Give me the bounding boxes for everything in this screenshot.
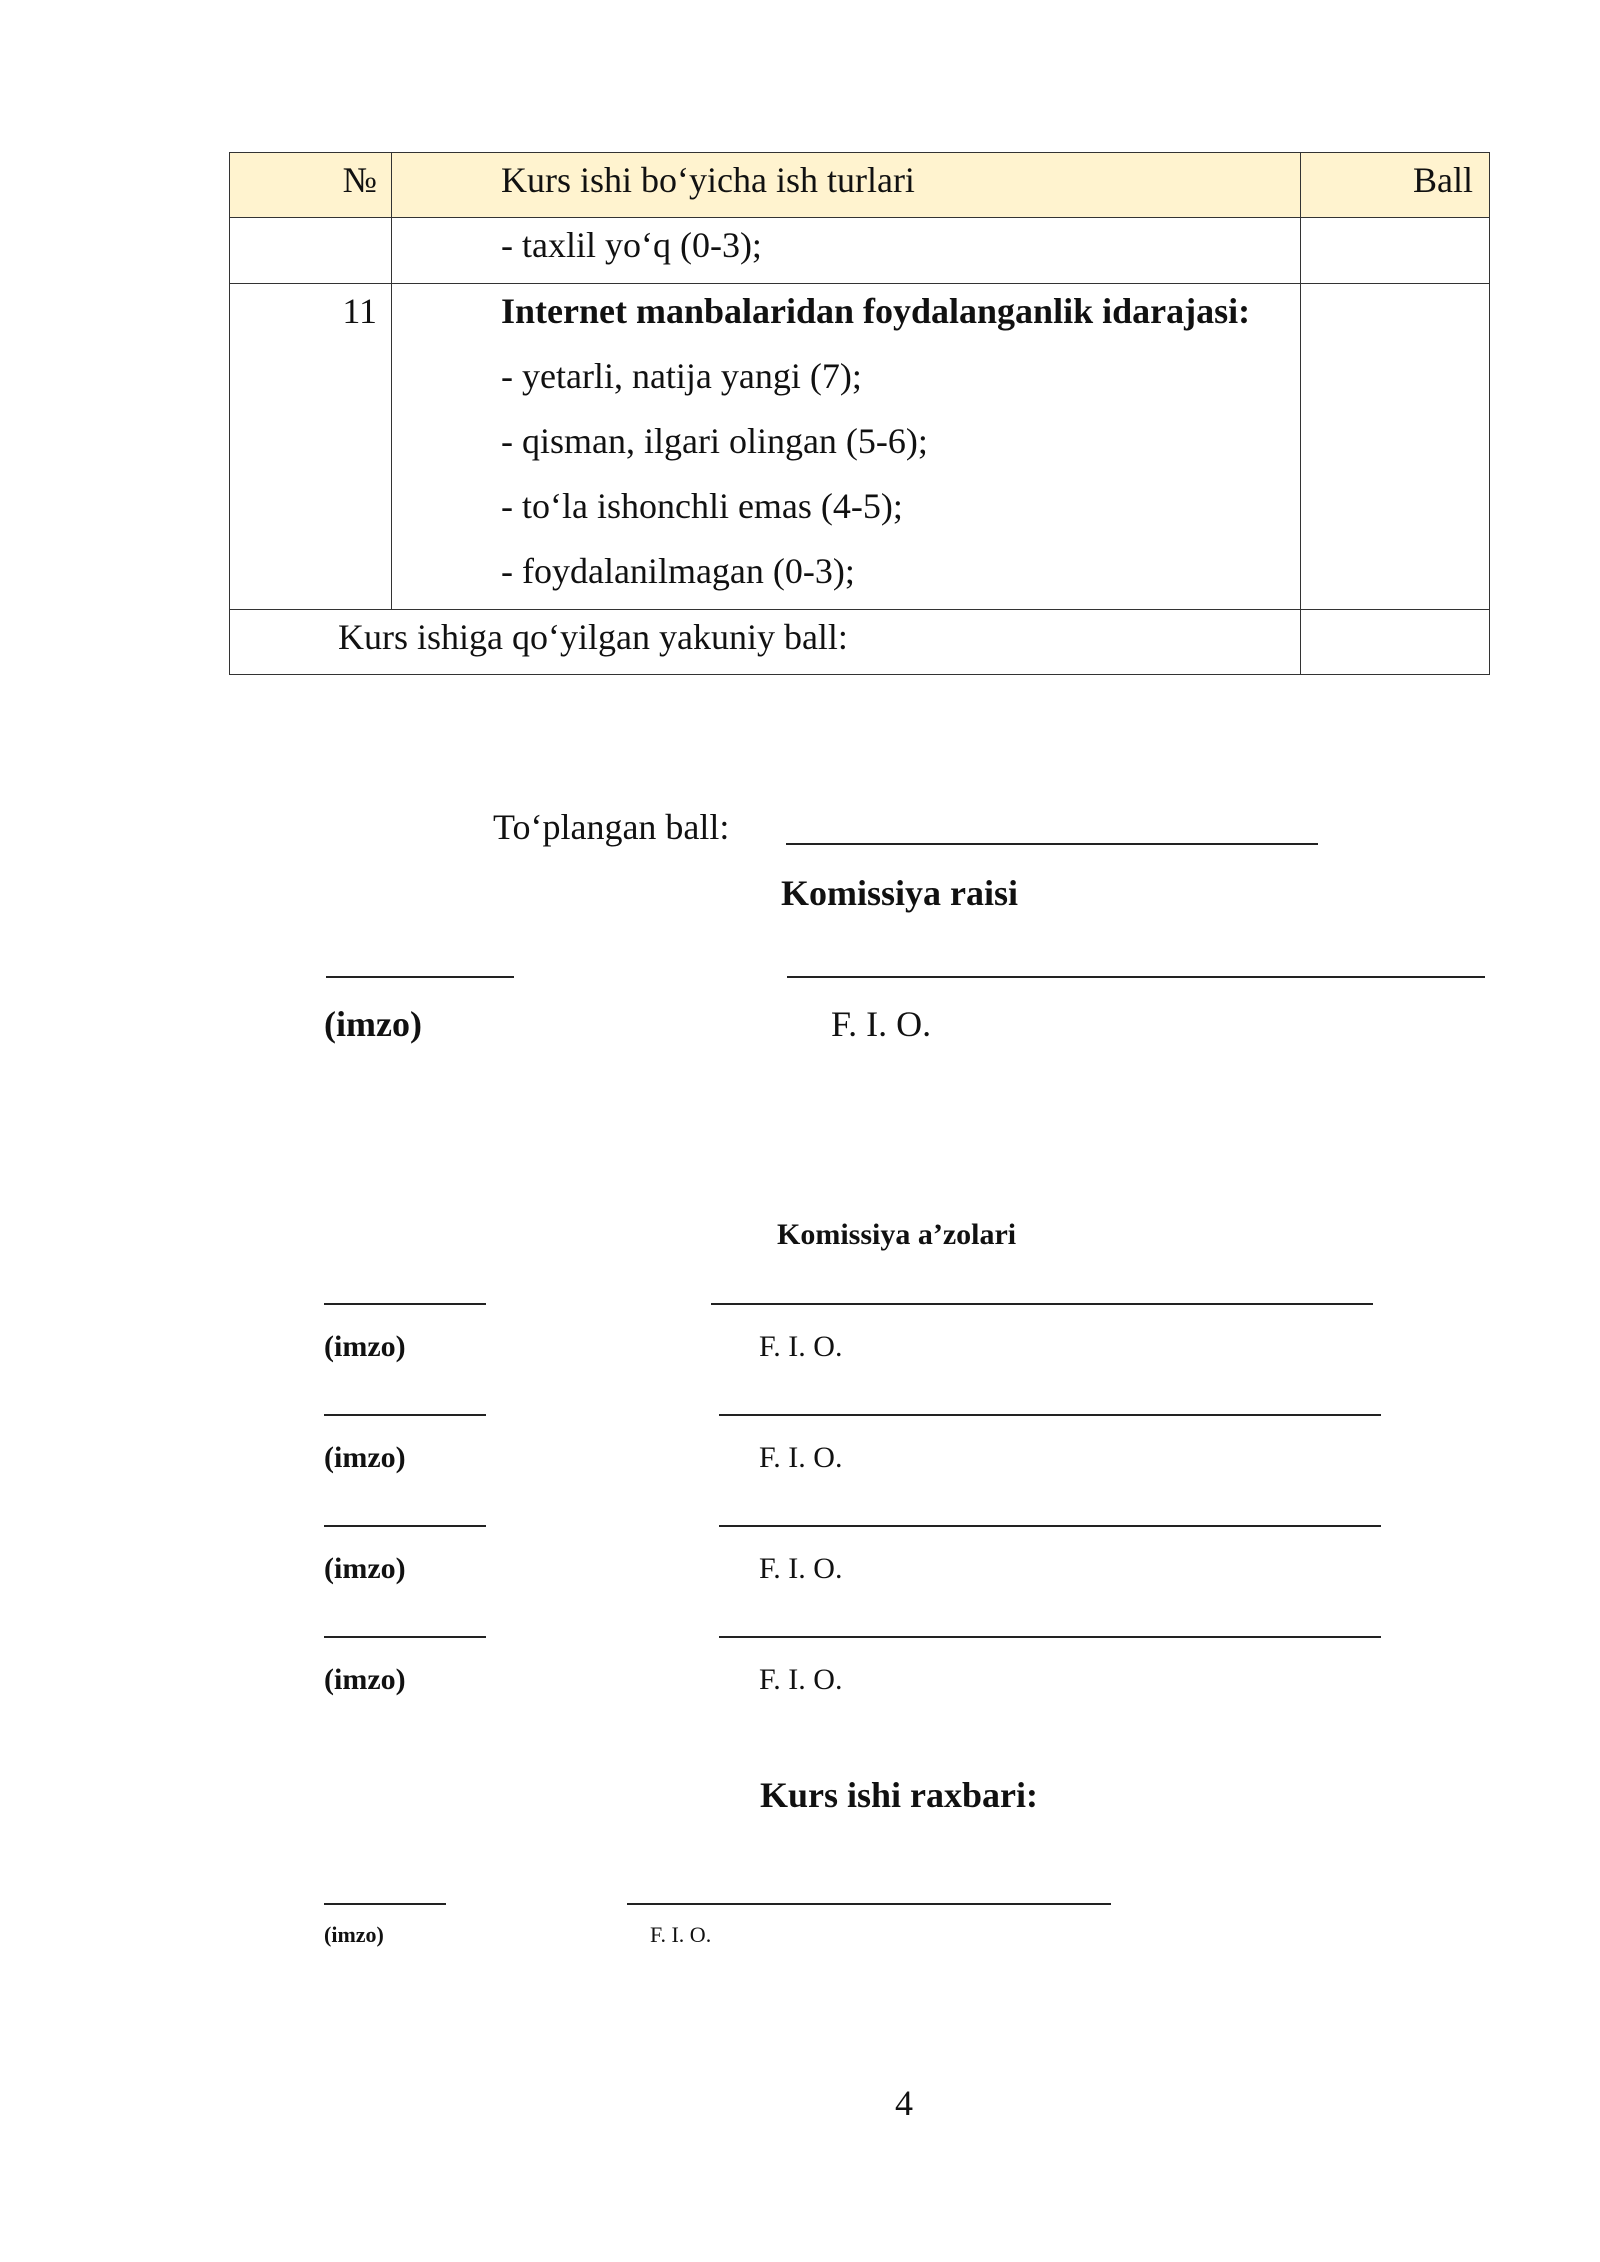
table-row [230,284,1490,610]
supervisor-name-line [627,1903,1111,1905]
chairman-name-label: F. I. O. [831,1004,932,1044]
total-label: Kurs ishiga qo‘yilgan yakuniy ball: [230,610,1301,675]
row-number: 11 [342,291,377,331]
member-signature-line [324,1414,486,1416]
ball-cell [1301,284,1490,610]
member-name-label: F. I. O. [759,1330,843,1363]
member-signature-line [324,1303,486,1305]
table-row [230,218,1490,284]
total-ball-cell [1301,610,1490,675]
header-title-cell [392,153,1301,218]
member-name-label: F. I. O. [759,1552,843,1585]
supervisor-name-label: F. I. O. [650,1922,712,1947]
supervisor-signature-label: (imzo) [324,1922,384,1947]
collected-score-line [786,843,1318,845]
member-signature-label: (imzo) [324,1441,406,1474]
list-item: - to‘la ishonchli emas (4-5); [501,486,903,526]
chairman-signature-line [326,976,514,978]
supervisor-signature-line [324,1903,446,1905]
collected-score-label: To‘plangan ball: [493,807,730,847]
members-title: Komissiya a’zolari [777,1218,1017,1251]
total-row [230,610,1490,675]
supervisor-title: Kurs ishi raxbari: [760,1775,1039,1815]
ball-cell [1301,218,1490,284]
header-number-cell [230,153,392,218]
list-item: - foydalanilmagan (0-3); [501,551,855,591]
member-name-line [711,1303,1373,1305]
continuation-item: - taxlil yo‘q (0-3); [501,225,762,265]
grading-table [229,152,1490,675]
header-number: № [342,160,377,200]
row-title: Internet manbalaridan foydalanganlik idarajasi: [501,291,1251,331]
chairman-title: Komissiya raisi [781,873,1019,913]
member-name-label: F. I. O. [759,1663,843,1696]
list-item: - qisman, ilgari olingan (5-6); [501,421,928,461]
chairman-name-line [787,976,1485,978]
member-signature-label: (imzo) [324,1552,406,1585]
member-signature-label: (imzo) [324,1330,406,1363]
member-name-line [719,1636,1381,1638]
member-name-line [719,1525,1381,1527]
member-signature-line [324,1636,486,1638]
member-name-line [719,1414,1381,1416]
header-title: Kurs ishi bo‘yicha ish turlari [501,160,915,200]
chairman-signature-label: (imzo) [324,1004,422,1044]
table-header-row [230,153,1490,218]
header-ball-cell [1301,153,1490,218]
member-signature-label: (imzo) [324,1663,406,1696]
header-ball: Ball [1413,160,1473,200]
page-number: 4 [895,2083,913,2123]
list-item: - yetarli, natija yangi (7); [501,356,862,396]
member-signature-line [324,1525,486,1527]
member-name-label: F. I. O. [759,1441,843,1474]
